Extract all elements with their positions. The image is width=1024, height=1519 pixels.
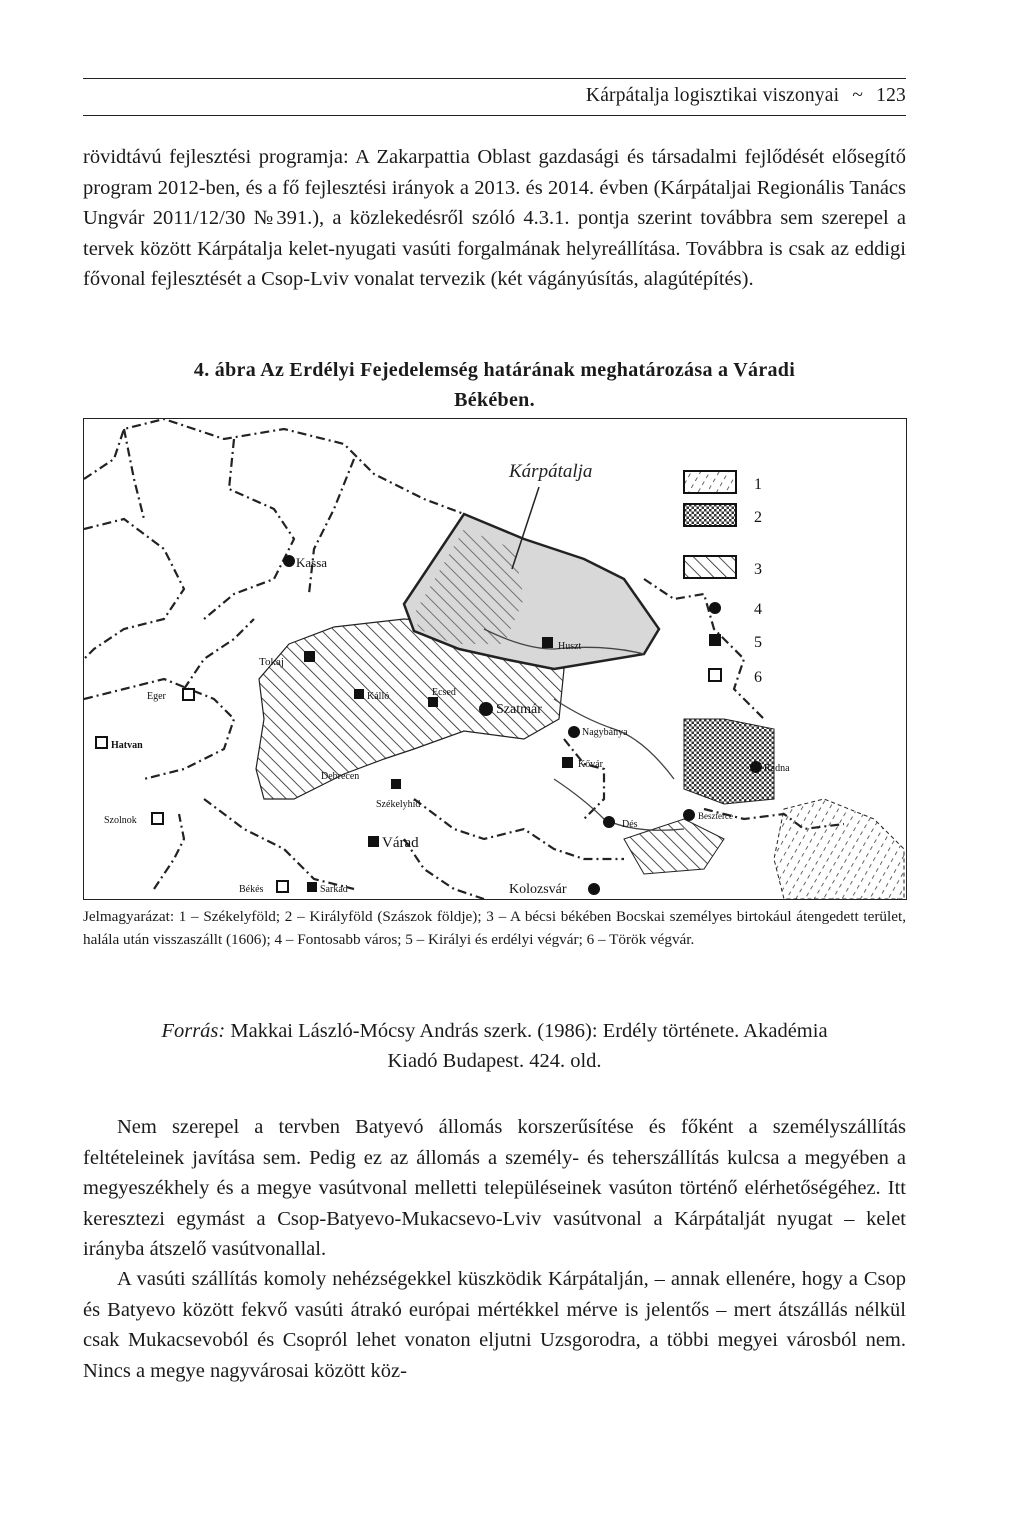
label-karpatalja: Kárpátalja: [509, 461, 593, 482]
paragraph-3: A vasúti szállítás komoly nehézségekkel küszködik Kárpátalján, – annak ellenére, hogy a Csop és Batyevo között fekvő vasúti átrakó európai mértékkel mérve is jelentős – mert átszállás nélkül csak Mukacsevoból és Csopról lehet vonaton eljutni Uzsgorodra, a többi megyei városból nem. Nincs a megye nagyvárosai között köz-: [83, 1268, 906, 1382]
header-separator: ~: [852, 85, 864, 106]
castle-kovar: [562, 757, 573, 768]
turk-fort-hatvan: [96, 737, 107, 748]
label-huszt: Huszt: [558, 641, 582, 652]
label-tokaj: Tokaj: [259, 656, 284, 668]
city-dot-radna: [750, 761, 762, 773]
label-kolozsvar: Kolozsvár: [509, 882, 567, 897]
label-hatvan: Hatvan: [111, 740, 143, 751]
legend-symbol-turk-fort: [709, 669, 721, 681]
paragraph-1: rövidtávú fejlesztési programja: A Zakarpattia Oblast gazdasági és társadalmi fejlődését elősegítő program 2012-ben, és a fő fejlesztési irányok a 2013. és 2014. évben (Kárpátaljai Regionális Tanács Ungvár 2011/12/30 №391.), a közlekedésről szóló 4.3.1. pontja szerint továbbra sem szerepel a tervek között Kárpátalja kelet-nyugati vasúti forgalmának helyreállítása. Továbbra is csak az eddigi fővonal fejlesztését a Csop-Lviv vonalat tervezik (két vágányúsítás, alagútépítés).: [83, 146, 906, 291]
city-dot-beszterce: [683, 809, 695, 821]
legend-swatch-1: [684, 471, 736, 493]
legend-number-5: 5: [754, 634, 762, 651]
legend-number-2: 2: [754, 509, 762, 526]
city-dot-des: [603, 816, 615, 828]
city-dot-kassa: [283, 555, 295, 567]
castle-tokaj: [304, 651, 315, 662]
paragraph-2: Nem szerepel a tervben Batyevó állomás korszerűsítése és főként a személyszállítás feltételeinek javítása sem. Pedig ez az állomás a személy- és teherszállítás kulcsa a megyében a megyeszékhely és a megye vasútvonal melletti településeinek vasúton történő elérhetőségéhez. Itt keresztezi egymást a Csop-Batyevo-Mukacsevo-Lviv vasútvonal a Kárpátalját nyugat – kelet irányba átszelő vasútvonallal.: [83, 1116, 906, 1261]
figure-title-line-2: Békében.: [454, 389, 535, 411]
castle-sarkad: [307, 882, 317, 892]
label-kovar: Kővár: [578, 759, 603, 770]
city-dot-szatmar: [479, 702, 493, 716]
label-beszterce: Beszterce: [698, 811, 733, 821]
legend-swatch-3: [684, 556, 736, 578]
label-radna: Radna: [764, 763, 790, 774]
label-eger: Eger: [147, 691, 166, 702]
source-text-line-1: Makkai László-Mócsy András szerk. (1986): Erdély története. Akadémia: [225, 1020, 828, 1042]
label-ecsed: Ecsed: [432, 687, 456, 698]
castle-huszt: [542, 637, 553, 648]
legend-number-4: 4: [754, 601, 762, 618]
label-sarkad: Sarkad: [320, 884, 348, 895]
map-legend: [684, 471, 762, 686]
castle-kallo: [354, 689, 364, 699]
legend-swatch-2: [684, 504, 736, 526]
page-number: 123: [876, 85, 906, 106]
label-szolnok: Szolnok: [104, 815, 137, 826]
label-szekelyhid: Székelyhid: [376, 799, 421, 810]
szekelyfold-area: [774, 799, 904, 899]
running-title: Kárpátalja logisztikai viszonyai: [585, 85, 840, 106]
figure-title: [83, 355, 906, 415]
city-dot-nagybanya: [568, 726, 580, 738]
castle-szekelyhid: [391, 779, 401, 789]
label-kallo: Kálló: [367, 691, 390, 702]
label-bekes: Békés: [239, 884, 264, 895]
source-text-line-2: Kiadó Budapest. 424. old.: [387, 1050, 602, 1072]
header-rule: [83, 115, 906, 116]
figure-legend-caption: Jelmagyarázat: 1 – Székelyföld; 2 – Királyföld (Szászok földje); 3 – A bécsi békében Bocskai személyes birtokául átengedett terület, halála után visszaszállt (1606); 4 – Fontosabb város; 5 – Királyi és erdélyi végvár; 6 – Török végvár.: [83, 908, 906, 948]
turk-fort-eger: [183, 689, 194, 700]
castle-varad: [368, 836, 379, 847]
label-varad: Várad: [382, 835, 419, 851]
running-header: [83, 78, 906, 106]
label-kassa: Kassa: [296, 555, 328, 570]
map-svg: [84, 419, 906, 899]
label-szatmar: Szatmár: [496, 702, 542, 717]
castle-ecsed: [428, 697, 438, 707]
figure-source: [83, 1016, 906, 1076]
turk-fort-szolnok: [152, 813, 163, 824]
legend-symbol-city: [709, 602, 721, 614]
legend-number-1: 1: [754, 476, 762, 493]
running-header-text: [586, 85, 906, 107]
label-des: Dés: [622, 819, 638, 830]
historical-map: [83, 418, 907, 900]
legend-number-6: 6: [754, 669, 762, 686]
figure-title-line-1: 4. ábra Az Erdélyi Fejedelemség határának meghatározása a Váradi: [193, 359, 796, 381]
turk-fort-bekes: [277, 881, 288, 892]
label-nagybanya: Nagybánya: [582, 727, 628, 738]
kiralyfold-area: [684, 719, 774, 804]
city-dot-kolozsvar: [588, 883, 600, 895]
legend-symbol-castle: [709, 634, 721, 646]
south-hatch: [624, 819, 724, 874]
legend-number-3: 3: [754, 561, 762, 578]
source-line-1: [83, 1016, 906, 1046]
source-label: Forrás:: [161, 1020, 226, 1042]
label-debrecen: Debrecen: [321, 771, 360, 782]
